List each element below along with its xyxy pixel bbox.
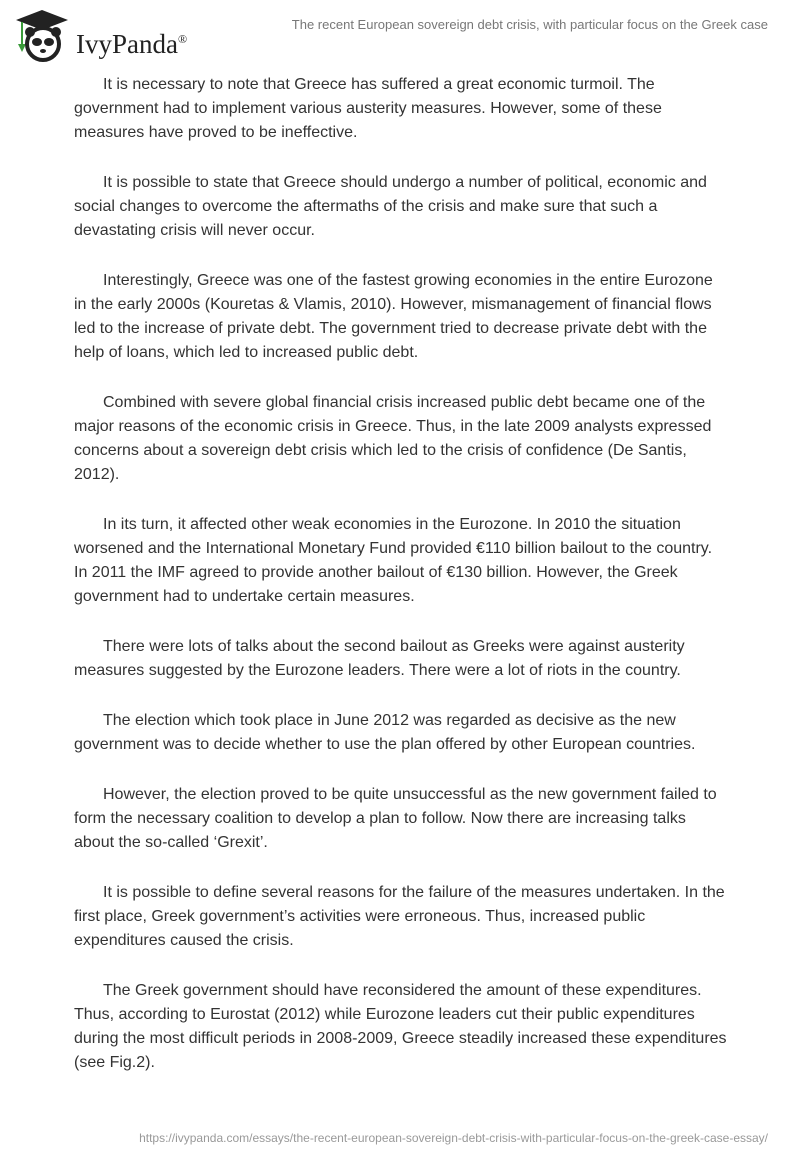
- paragraph: However, the election proved to be quite unsuccessful as the new government failed to form the necessary coalition to develop a plan to follow. Now there are increasing talks about the so-called ‘Grexit’.: [74, 786, 717, 851]
- paragraph: The Greek government should have reconsidered the amount of these expenditures. Thus, according to Eurostat (2012) while Eurozone leaders cut their public expenditures during the most difficult periods in 2008-2009, Greece steadily increased these expenditures (see Fig.2).: [74, 982, 727, 1071]
- registered-mark: ®: [177, 31, 188, 46]
- paragraph: Combined with severe global financial crisis increased public debt became one of the major reasons of the economic crisis in Greece. Thus, in the late 2009 analysts expressed concerns about a sovereign debt crisis which led to the crisis of confidence (De Santis, 2012).: [74, 394, 712, 483]
- document-title: The recent European sovereign debt crisis, with particular focus on the Greek case: [291, 17, 768, 32]
- paragraph: It is possible to define several reasons for the failure of the measures undertaken. In the first place, Greek government’s activities were erroneous. Thus, increased public expenditures caused the crisis.: [74, 884, 725, 949]
- source-url[interactable]: https://ivypanda.com/essays/the-recent-european-sovereign-debt-crisis-with-particular-focus-on-the-greek-case-essay/: [139, 1131, 768, 1145]
- paragraph: It is possible to state that Greece should undergo a number of political, economic and social changes to overcome the aftermaths of the crisis and make sure that such a devastating crisis will never occur.: [74, 174, 707, 239]
- paragraph: Interestingly, Greece was one of the fastest growing economies in the entire Eurozone in the early 2000s (Kouretas & Vlamis, 2010). However, mismanagement of financial flows led to the increase of private debt. The government tried to decrease private debt with the help of loans, which led to increased public debt.: [74, 272, 713, 361]
- paragraph: In its turn, it affected other weak economies in the Eurozone. In 2010 the situation worsened and the International Monetary Fund provided €110 billion bailout to the country. In 2011 the IMF agreed to provide another bailout of €130 billion. However, the Greek government had to undertake certain measures.: [74, 516, 713, 605]
- paragraph: The election which took place in June 2012 was regarded as decisive as the new government was to decide whether to use the plan offered by other European countries.: [74, 712, 696, 753]
- logo-text: IvyPanda: [76, 28, 178, 59]
- essay-body: [74, 73, 728, 1101]
- paragraph: It is necessary to note that Greece has suffered a great economic turmoil. The government had to implement various austerity measures. However, some of these measures have proved to be ineffective.: [74, 76, 662, 141]
- panda-graduate-icon: [12, 8, 72, 64]
- paragraph: There were lots of talks about the second bailout as Greeks were against austerity measures suggested by the Eurozone leaders. There were a lot of riots in the country.: [74, 638, 685, 679]
- ivypanda-logo[interactable]: [12, 8, 187, 64]
